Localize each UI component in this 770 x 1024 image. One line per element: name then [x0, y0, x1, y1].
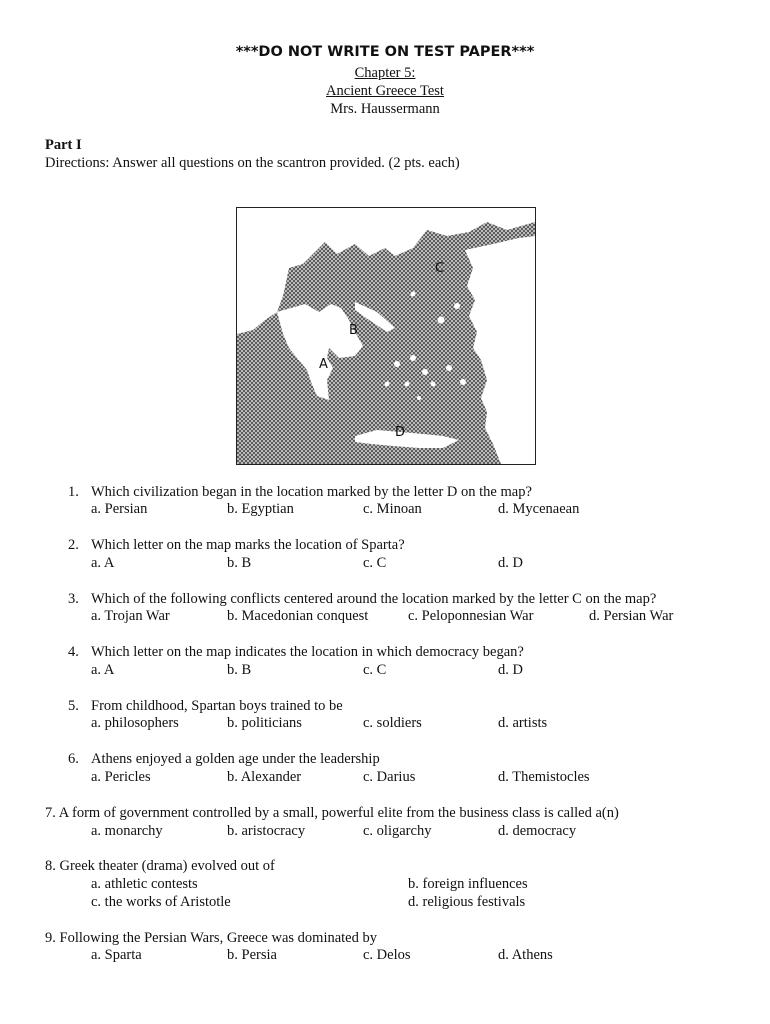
- map-label-c: C: [435, 261, 445, 276]
- map-label-a: A: [319, 357, 328, 372]
- q6-choice-d: d. Themistocles: [498, 769, 590, 785]
- question-5-number: 5.: [68, 698, 79, 714]
- q8-choice-a: a. athletic contests: [91, 876, 198, 892]
- question-6-text: Athens enjoyed a golden age under the leadership: [91, 751, 380, 767]
- q4-choice-c: c. C: [363, 662, 387, 678]
- question-7-text: 7. A form of government controlled by a small, powerful elite from the business class is called a(n): [45, 805, 619, 821]
- q2-choice-c: c. C: [363, 555, 387, 571]
- test-name: Ancient Greece Test: [326, 83, 444, 99]
- q4-choice-d: d. D: [498, 662, 523, 678]
- question-3-number: 3.: [68, 591, 79, 607]
- q1-choice-d: d. Mycenaean: [498, 501, 580, 517]
- q7-choice-d: d. democracy: [498, 823, 577, 839]
- q8-choice-d: d. religious festivals: [408, 894, 526, 910]
- question-9-text: 9. Following the Persian Wars, Greece was dominated by: [45, 930, 377, 946]
- question-5-text: From childhood, Spartan boys trained to be: [91, 698, 343, 714]
- q2-choice-d: d. D: [498, 555, 523, 571]
- directions: Directions: Answer all questions on the scantron provided. (2 pts. each): [45, 155, 460, 171]
- q5-choice-d: d. artists: [498, 715, 548, 731]
- map-label-b: B: [349, 323, 358, 338]
- question-4-text: Which letter on the map indicates the location in which democracy began?: [91, 644, 524, 660]
- q1-choice-c: c. Minoan: [363, 501, 422, 517]
- q8-choice-b: b. foreign influences: [408, 876, 528, 892]
- question-2-text: Which letter on the map marks the location of Sparta?: [91, 537, 405, 553]
- q5-choice-a: a. philosophers: [91, 715, 179, 731]
- q6-choice-b: b. Alexander: [227, 769, 302, 785]
- q2-choice-a: a. A: [91, 555, 115, 571]
- map-graphic: [237, 208, 535, 464]
- q5-choice-b: b. politicians: [227, 715, 302, 731]
- question-3-text: Which of the following conflicts centered around the location marked by the letter C on the map?: [91, 591, 657, 607]
- teacher-name: Mrs. Haussermann: [330, 101, 440, 117]
- question-1-text: Which civilization began in the location marked by the letter D on the map?: [91, 484, 532, 500]
- q3-choice-a: a. Trojan War: [91, 608, 170, 624]
- part-label: Part I: [45, 137, 82, 153]
- q7-choice-a: a. monarchy: [91, 823, 163, 839]
- q3-choice-c: c. Peloponnesian War: [408, 608, 534, 624]
- question-8-text: 8. Greek theater (drama) evolved out of: [45, 858, 275, 874]
- question-4-number: 4.: [68, 644, 79, 660]
- q3-choice-b: b. Macedonian conquest: [227, 608, 369, 624]
- question-2-number: 2.: [68, 537, 79, 553]
- q6-choice-c: c. Darius: [363, 769, 416, 785]
- q3-choice-d: d. Persian War: [589, 608, 674, 624]
- q1-choice-b: b. Egyptian: [227, 501, 294, 517]
- q2-choice-b: b. B: [227, 555, 252, 571]
- q9-choice-b: b. Persia: [227, 947, 277, 963]
- q1-choice-a: a. Persian: [91, 501, 148, 517]
- chapter-label: Chapter 5:: [354, 65, 416, 81]
- q4-choice-a: a. A: [91, 662, 115, 678]
- q5-choice-c: c. soldiers: [363, 715, 422, 731]
- q4-choice-b: b. B: [227, 662, 252, 678]
- q9-choice-d: d. Athens: [498, 947, 553, 963]
- q6-choice-a: a. Pericles: [91, 769, 151, 785]
- q9-choice-c: c. Delos: [363, 947, 411, 963]
- q9-choice-a: a. Sparta: [91, 947, 142, 963]
- greece-map: [236, 207, 536, 465]
- q8-choice-c: c. the works of Aristotle: [91, 894, 231, 910]
- page-title: ***DO NOT WRITE ON TEST PAPER***: [235, 44, 535, 60]
- q7-choice-c: c. oligarchy: [363, 823, 432, 839]
- map-label-d: D: [395, 425, 406, 440]
- question-6-number: 6.: [68, 751, 79, 767]
- question-1-number: 1.: [68, 484, 79, 500]
- q7-choice-b: b. aristocracy: [227, 823, 306, 839]
